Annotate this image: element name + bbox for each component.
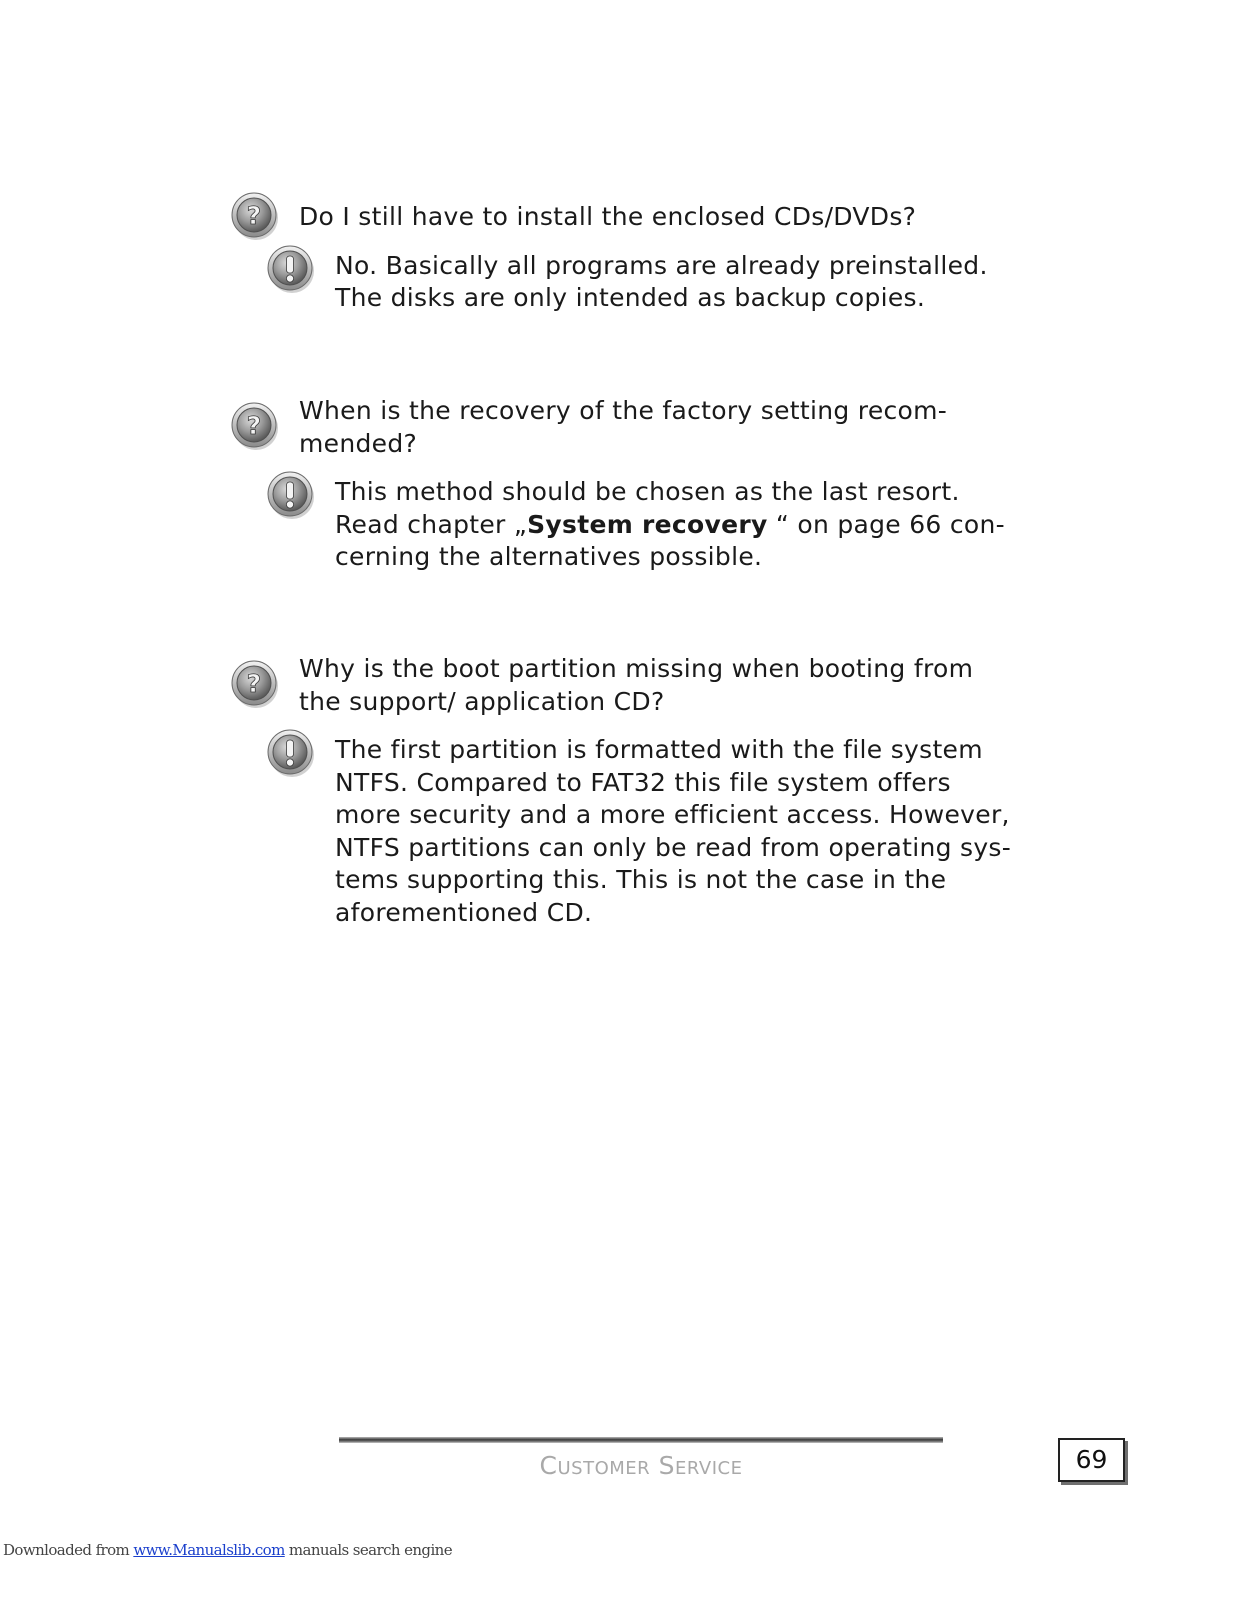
faq-item <box>230 395 1070 574</box>
answer-line <box>335 509 1070 542</box>
answer-line: cerning the alternatives possible. <box>335 542 763 571</box>
answer-line: more security and a more efficient access. However, <box>335 800 1010 829</box>
answer-line: This method should be chosen as the last resort. <box>335 477 960 506</box>
footer-section-title: Customer Service <box>539 1451 743 1480</box>
answer-line: aforementioned CD. <box>335 897 593 927</box>
faq-answer <box>230 476 1070 574</box>
question-mark-icon <box>230 401 280 451</box>
chapter-reference: System recovery <box>527 509 768 539</box>
manualslib-link[interactable]: www.Manualslib.com <box>133 1541 285 1559</box>
question-text-line: the support/ application CD? <box>299 686 665 716</box>
answer-text: Read chapter „ <box>335 509 528 539</box>
question-mark-icon <box>230 659 280 709</box>
faq-question <box>230 395 1070 460</box>
download-note <box>3 1541 452 1559</box>
exclamation-mark-icon <box>266 244 316 294</box>
download-note-suffix: manuals search engine <box>284 1541 452 1559</box>
exclamation-mark-icon <box>266 728 316 778</box>
answer-line: NTFS partitions can only be read from operating sys- <box>335 832 1012 862</box>
answer-line: The disks are only intended as backup copies. <box>335 283 926 312</box>
faq-question <box>230 201 1070 234</box>
page-number: 69 <box>1058 1438 1125 1482</box>
answer-line: tems supporting this. This is not the case in the <box>335 865 947 894</box>
faq-item <box>230 201 1070 315</box>
question-text: Do I still have to install the enclosed CDs/DVDs? <box>299 202 917 231</box>
faq-answer <box>230 250 1070 315</box>
exclamation-mark-icon <box>266 470 316 520</box>
svg-text:?: ? <box>246 669 262 698</box>
svg-text:?: ? <box>246 411 262 440</box>
question-text-line: Why is the boot partition missing when booting from <box>299 654 974 683</box>
question-text-line: When is the recovery of the factory setting recom- <box>299 396 948 425</box>
svg-text:?: ? <box>246 201 262 230</box>
download-note-prefix: Downloaded from <box>3 1541 134 1559</box>
answer-line: No. Basically all programs are already preinstalled. <box>335 250 988 280</box>
faq-item <box>230 653 1070 929</box>
question-text-line: mended? <box>299 428 418 458</box>
answer-line: The first partition is formatted with the file system <box>335 735 983 764</box>
answer-text: “ on page 66 con- <box>767 509 1005 539</box>
question-mark-icon <box>230 191 280 241</box>
footer-divider <box>339 1437 943 1443</box>
faq-answer <box>230 734 1070 929</box>
faq-question <box>230 653 1070 718</box>
answer-line: NTFS. Compared to FAT32 this file system offers <box>335 767 951 797</box>
